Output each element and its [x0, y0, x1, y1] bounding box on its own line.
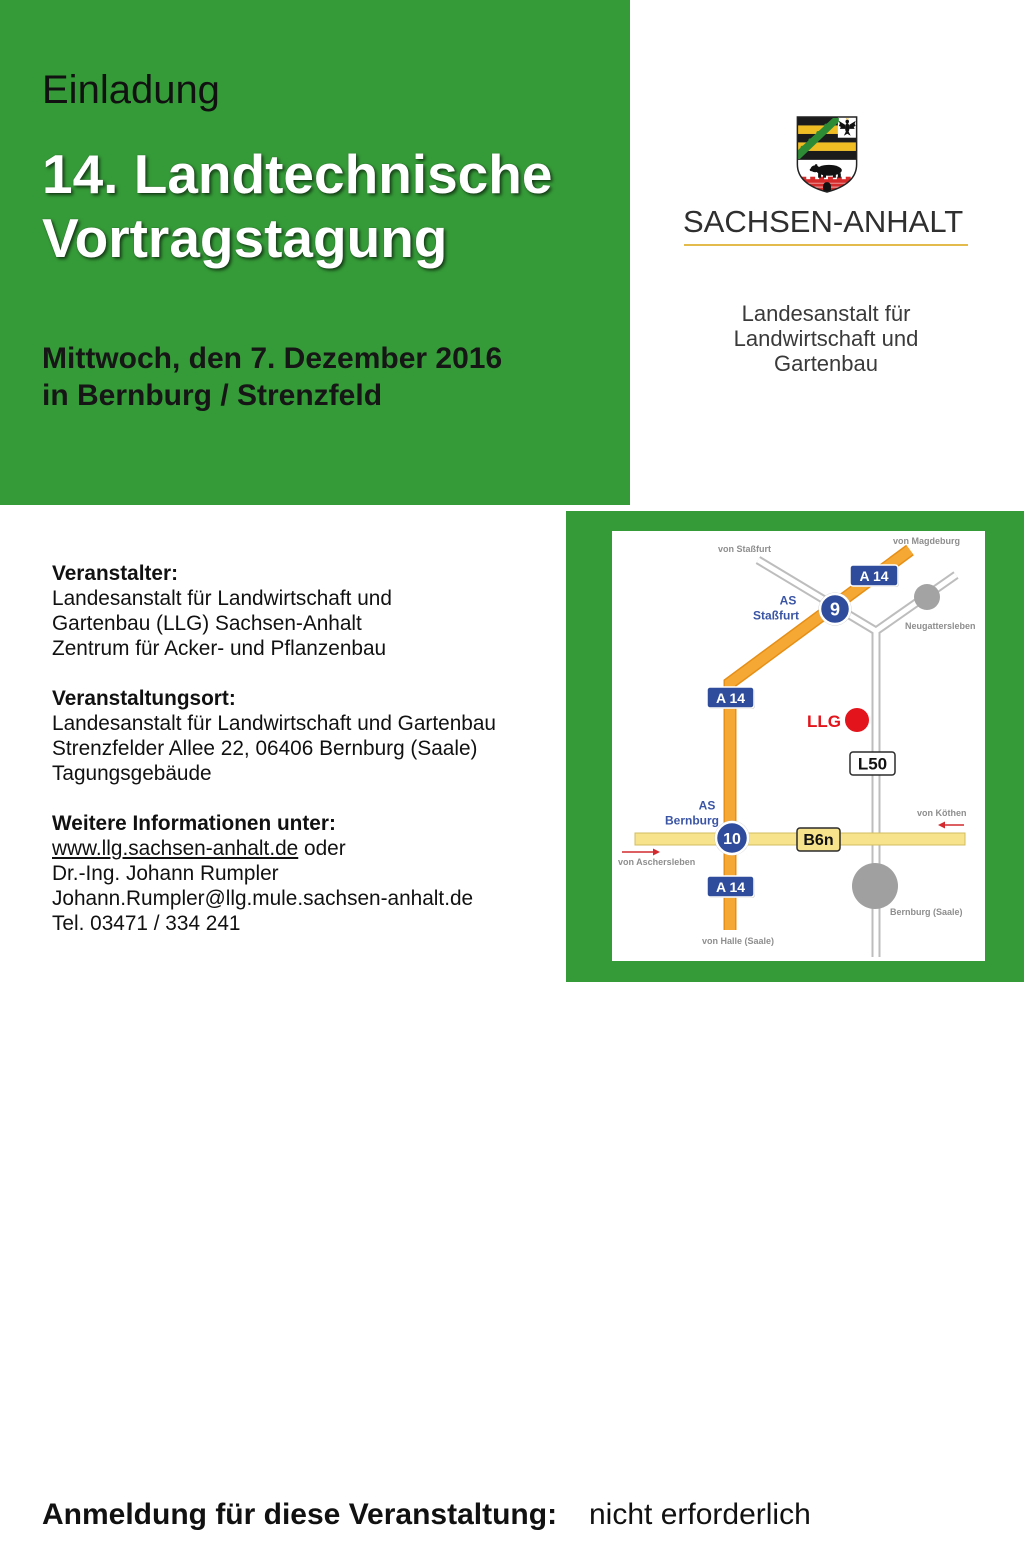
motorway-sign-south — [707, 876, 755, 898]
event-title-line-1: 14. Landtechnische — [42, 143, 553, 205]
motorway-sign-middle — [707, 687, 755, 709]
invitation-heading: Einladung — [42, 68, 220, 112]
road-sign-b6n — [797, 828, 840, 851]
contact-name: Dr.-Ing. Johann Rumpler — [52, 862, 279, 885]
road-sign-b6n-label: B6n — [803, 832, 834, 849]
label-from-strassfurt: von Staßfurt — [718, 544, 771, 554]
label-from-magdeburg: von Magdeburg — [893, 536, 960, 546]
motorway-sign-label: A 14 — [715, 690, 746, 706]
registration-label: Anmeldung für diese Veranstaltung: — [42, 1498, 558, 1531]
website-line — [52, 836, 552, 861]
venue-marker-dot — [845, 708, 869, 732]
coat-of-arms-icon — [795, 115, 859, 194]
venue-line: Tagungsgebäude — [52, 762, 212, 785]
motorway-sign-north — [850, 565, 899, 587]
exit-north-prefix: AS — [779, 593, 797, 608]
exit-north-name: Staßfurt — [753, 608, 799, 623]
town-marker-bernburg — [852, 863, 898, 909]
organizer-line: Zentrum für Acker- und Pflanzenbau — [52, 637, 387, 660]
spacer — [52, 786, 552, 811]
institution-line: Gartenbau — [774, 351, 878, 376]
label-from-aschersleben: von Aschersleben — [618, 857, 696, 867]
organizer-line: Landesanstalt für Landwirtschaft und — [52, 587, 392, 610]
event-title-line-2: Vortragstagung — [42, 207, 448, 269]
label-bernburg-saale: Bernburg (Saale) — [890, 907, 963, 917]
motorway-sign-label: A 14 — [715, 879, 746, 895]
event-date: Mittwoch, den 7. Dezember 2016 — [42, 342, 503, 375]
motorway-sign-label: A 14 — [859, 568, 889, 584]
institution-name — [706, 301, 946, 376]
label-neugattersleben: Neugattersleben — [905, 621, 976, 631]
exit-number-10 — [715, 821, 750, 856]
contact-phone: Tel. 03471 / 334 241 — [52, 912, 241, 935]
road-sign-l50-label: L50 — [857, 754, 888, 774]
town-marker-neugattersleben — [914, 584, 940, 610]
logo-divider — [684, 244, 968, 246]
label-from-koethen: von Köthen — [917, 808, 967, 818]
organizer-label: Veranstalter: — [52, 562, 178, 585]
label-from-halle: von Halle (Saale) — [702, 936, 775, 946]
more-info-label: Weitere Informationen unter: — [52, 812, 336, 835]
website-link[interactable]: www.llg.sachsen-anhalt.de — [52, 837, 299, 860]
road-sign-l50 — [850, 752, 895, 775]
institution-line: Landwirtschaft und — [733, 326, 919, 351]
route-map — [612, 531, 985, 961]
venue-line: Strenzfelder Allee 22, 06406 Bernburg (Saale) — [52, 737, 478, 760]
state-name: SACHSEN-ANHALT — [683, 204, 964, 239]
venue-label: LLG — [807, 712, 841, 731]
exit-number-9 — [819, 593, 852, 626]
spacer — [52, 661, 552, 686]
event-details — [52, 561, 552, 936]
venue-line: Landesanstalt für Landwirtschaft und Gartenbau — [52, 712, 496, 735]
website-suffix: oder — [304, 837, 346, 860]
exit-south-name: Bernburg — [665, 813, 719, 828]
organizer-line: Gartenbau (LLG) Sachsen-Anhalt — [52, 612, 362, 635]
registration-value: nicht erforderlich — [589, 1498, 811, 1531]
exit-number-label: 10 — [723, 831, 741, 848]
venue-label: Veranstaltungsort: — [52, 687, 236, 710]
contact-email: Johann.Rumpler@llg.mule.sachsen-anhalt.de — [52, 887, 474, 910]
event-location: in Bernburg / Strenzfeld — [42, 379, 383, 412]
exit-south-prefix: AS — [698, 798, 716, 813]
institution-line: Landesanstalt für — [741, 301, 911, 326]
exit-number-label: 9 — [829, 599, 841, 620]
